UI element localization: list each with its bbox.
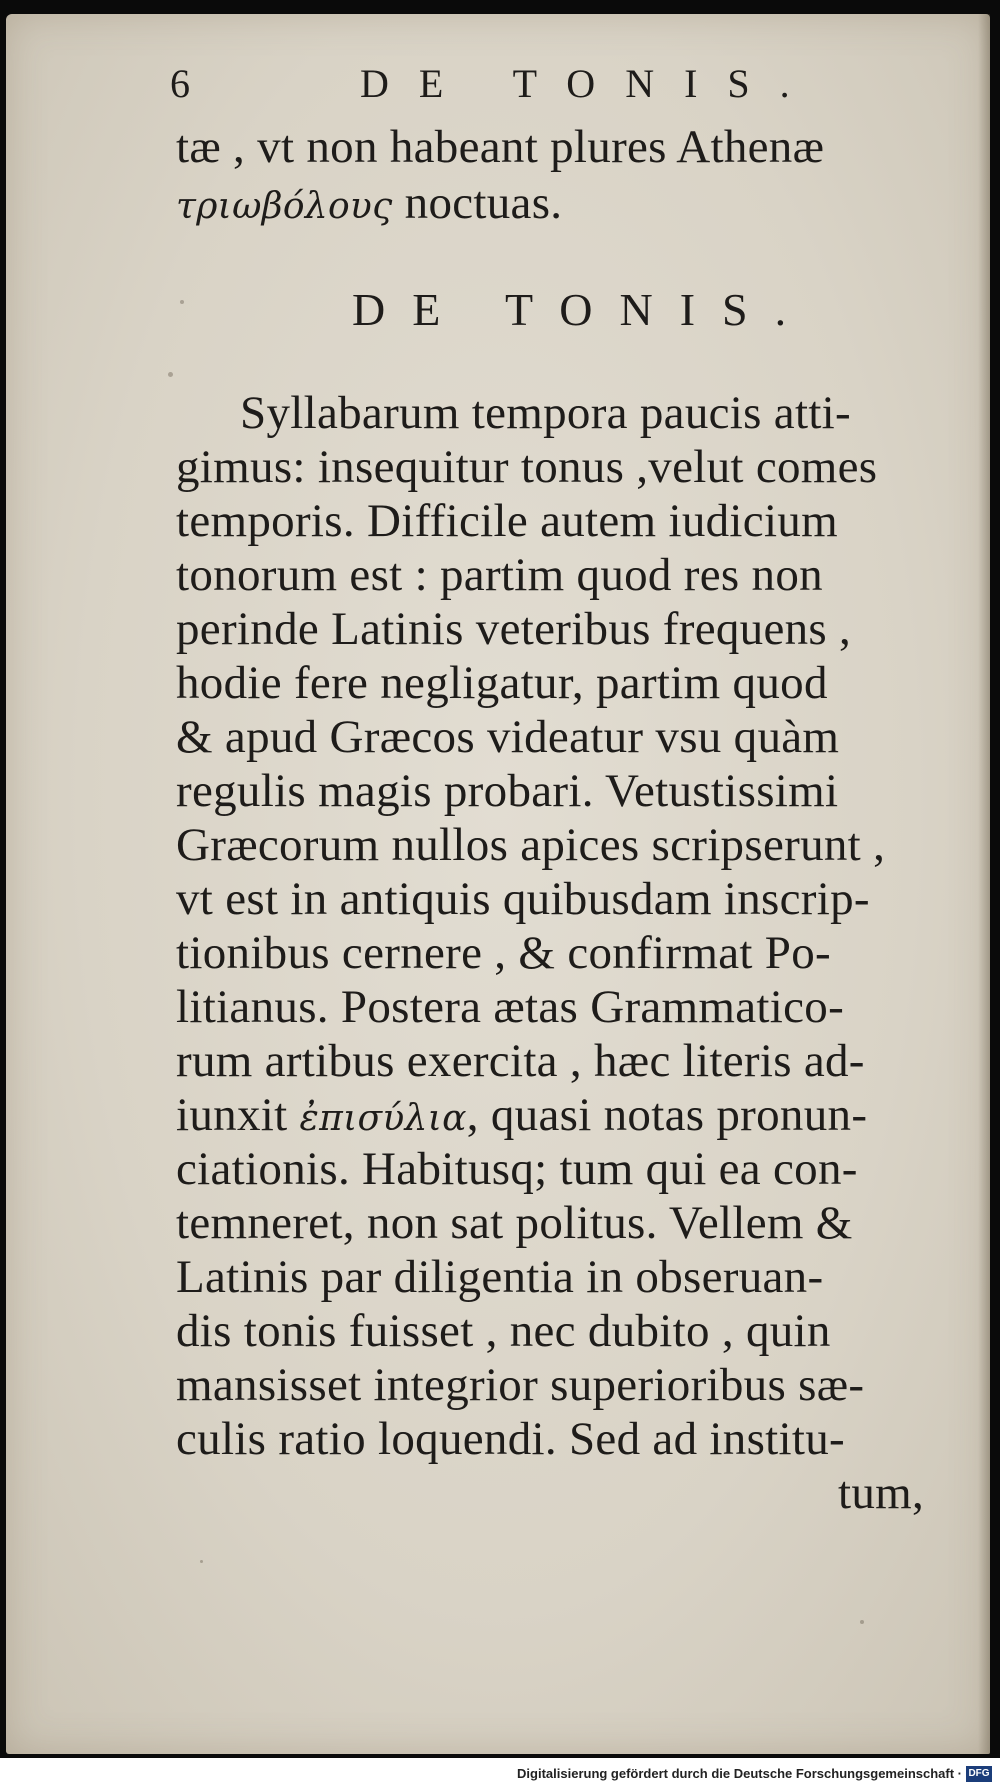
catchword: tum, bbox=[838, 1467, 925, 1519]
funding-notice: Digitalisierung gefördert durch die Deutsche Forschungsgemeinschaft · bbox=[517, 1766, 962, 1781]
greek-word: τριωβόλους bbox=[176, 186, 393, 227]
text-line bbox=[176, 1088, 867, 1142]
text-line: vt est in antiquis quibusdam inscrip- bbox=[176, 873, 870, 925]
text-line: tionibus cernere , & confirmat Po- bbox=[176, 927, 831, 979]
text-line: perinde Latinis veteribus frequens , bbox=[176, 603, 852, 655]
page-number: 6 bbox=[170, 61, 190, 106]
running-head-title: DE TONIS. bbox=[360, 61, 820, 106]
section-title: DE TONIS. bbox=[352, 284, 814, 335]
text-line: regulis magis probari. Vetustissimi bbox=[176, 765, 839, 817]
greek-word: ἐπισύλια bbox=[299, 1098, 467, 1139]
text-line: dis tonis fuisset , nec dubito , quin bbox=[176, 1305, 831, 1357]
text-fragment: iunxit bbox=[176, 1089, 288, 1141]
text-fragment: noctuas. bbox=[404, 177, 563, 229]
text-line: & apud Græcos videatur vsu quàm bbox=[176, 711, 840, 763]
text-line: gimus: insequitur tonus ,velut comes bbox=[176, 441, 878, 493]
text-line: hodie fere negligatur, partim quod bbox=[176, 657, 828, 709]
text-line: tonorum est : partim quod res non bbox=[176, 549, 823, 601]
text-line: temporis. Difficile autem iudicium bbox=[176, 495, 838, 547]
page-edge-shadow bbox=[978, 14, 990, 1754]
text-fragment: , quasi notas pronun- bbox=[466, 1089, 868, 1141]
text-line bbox=[176, 176, 562, 230]
text-line: Syllabarum tempora paucis atti- bbox=[240, 387, 851, 439]
paper-speck bbox=[168, 372, 173, 377]
dfg-logo: DFG bbox=[966, 1766, 992, 1782]
text-line: temneret, non sat politus. Vellem & bbox=[176, 1197, 853, 1249]
digitization-footer bbox=[0, 1758, 1000, 1792]
text-line: litianus. Postera ætas Grammatico- bbox=[176, 981, 845, 1033]
text-line: Græcorum nullos apices scripserunt , bbox=[176, 819, 886, 871]
paper-speck bbox=[200, 1560, 203, 1563]
paper-speck bbox=[180, 300, 184, 304]
text-line: tæ , vt non habeant plures Athenæ bbox=[176, 121, 825, 173]
paper-speck bbox=[860, 1620, 864, 1624]
text-line: ciationis. Habitusq; tum qui ea con- bbox=[176, 1143, 858, 1195]
text-line: Latinis par diligentia in obseruan- bbox=[176, 1251, 824, 1303]
text-line: rum artibus exercita , hæc literis ad- bbox=[176, 1035, 865, 1087]
text-line: mansisset integrior superioribus sæ- bbox=[176, 1359, 865, 1411]
text-line: culis ratio loquendi. Sed ad institu- bbox=[176, 1413, 846, 1465]
